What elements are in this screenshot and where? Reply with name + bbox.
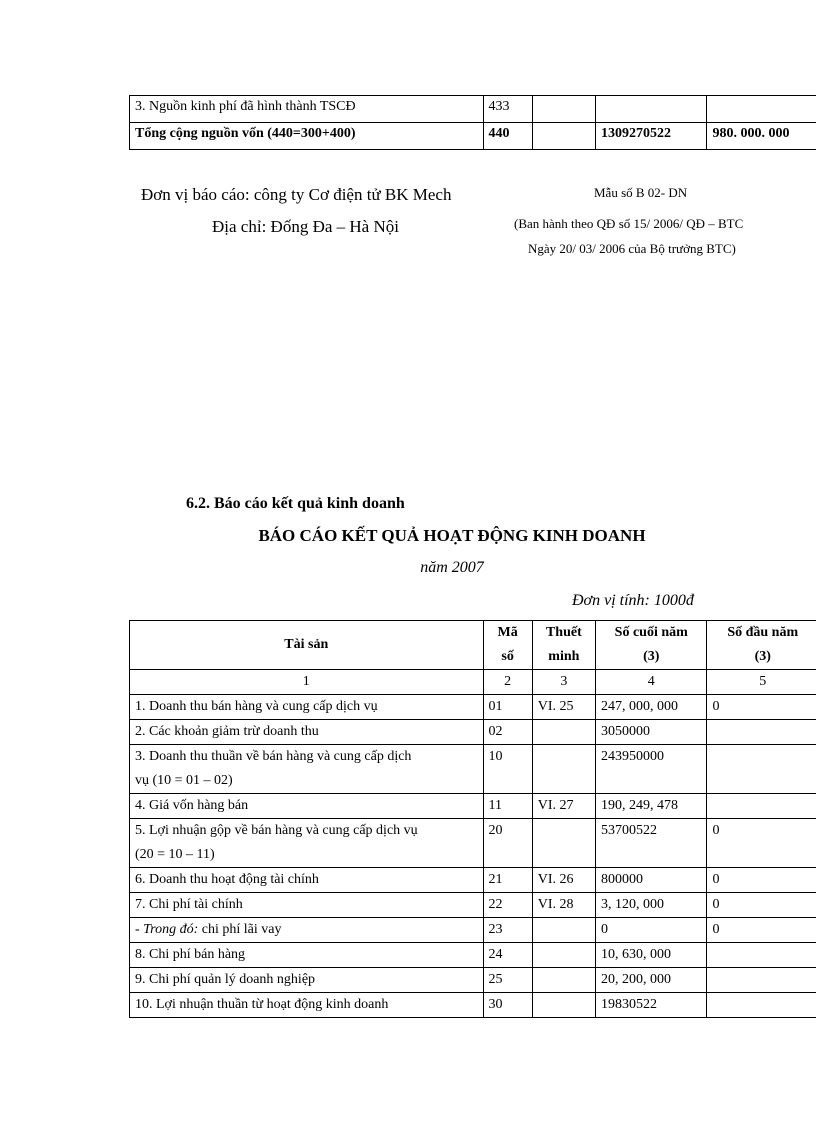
row-begin-value bbox=[707, 993, 816, 1018]
row-note bbox=[532, 993, 595, 1018]
row-code: 11 bbox=[483, 794, 532, 819]
row-begin-value bbox=[707, 943, 816, 968]
row-begin-value: 0 bbox=[707, 893, 816, 918]
row-begin-value: 0 bbox=[707, 695, 816, 720]
table-row bbox=[130, 96, 816, 123]
table-row bbox=[130, 993, 816, 1018]
column-number-row bbox=[130, 670, 816, 695]
table-row bbox=[130, 819, 816, 868]
row-code: 01 bbox=[483, 695, 532, 720]
row-code: 21 bbox=[483, 868, 532, 893]
row-label bbox=[130, 918, 484, 943]
row-label bbox=[130, 993, 484, 1018]
row-end-value: 0 bbox=[596, 918, 707, 943]
row-label-text: chi phí lãi vay bbox=[198, 922, 282, 937]
row-label-text: 5. Lợi nhuận gộp về bán hàng và cung cấp dịch vụ bbox=[135, 823, 418, 838]
column-number: 2 bbox=[483, 670, 532, 695]
row-label-text: 8. Chi phí bán hàng bbox=[135, 947, 246, 962]
row-label bbox=[130, 745, 484, 794]
row-label-emphasis: - Trong đó: bbox=[135, 922, 199, 937]
row-note bbox=[532, 943, 595, 968]
row-label bbox=[130, 794, 484, 819]
balance-sheet-continuation-table bbox=[129, 95, 816, 150]
row-label bbox=[130, 868, 484, 893]
row-note bbox=[532, 968, 595, 993]
row-begin-value bbox=[707, 968, 816, 993]
row-code: 23 bbox=[483, 918, 532, 943]
column-number: 3 bbox=[532, 670, 595, 695]
row-end-value: 1309270522 bbox=[596, 123, 707, 150]
report-year: năm 2007 bbox=[420, 559, 484, 576]
row-label-text: 9. Chi phí quản lý doanh nghiệp bbox=[135, 972, 316, 987]
row-note bbox=[532, 96, 595, 123]
row-label-text: 1. Doanh thu bán hàng và cung cấp dịch vụ bbox=[135, 699, 378, 714]
report-title: BÁO CÁO KẾT QUẢ HOẠT ĐỘNG KINH DOANH bbox=[258, 526, 646, 545]
row-end-value: 10, 630, 000 bbox=[596, 943, 707, 968]
row-end-value: 20, 200, 000 bbox=[596, 968, 707, 993]
section-title: 6.2. Báo cáo kết quả kinh doanh bbox=[186, 495, 405, 512]
row-label bbox=[130, 720, 484, 745]
row-end-value bbox=[596, 96, 707, 123]
row-begin-value bbox=[707, 96, 816, 123]
header-assets: Tài sản bbox=[130, 621, 484, 670]
row-code: 440 bbox=[483, 123, 532, 150]
table-row bbox=[130, 868, 816, 893]
issued-by: (Ban hành theo QĐ số 15/ 2006/ QĐ – BTC bbox=[514, 216, 744, 231]
row-begin-value: 0 bbox=[707, 819, 816, 868]
row-label-continuation: (20 = 10 – 11) bbox=[135, 847, 215, 862]
column-number: 4 bbox=[596, 670, 707, 695]
row-label bbox=[130, 695, 484, 720]
row-label bbox=[130, 893, 484, 918]
row-note: VI. 28 bbox=[532, 893, 595, 918]
header-code: Mã số bbox=[483, 621, 532, 670]
report-unit: Đơn vị tính: 1000đ bbox=[572, 592, 694, 609]
row-begin-value bbox=[707, 745, 816, 794]
row-label-text: 3. Doanh thu thuần về bán hàng và cung cấp dịch bbox=[135, 749, 412, 764]
row-label: 3. Nguồn kinh phí đã hình thành TSCĐ bbox=[130, 96, 484, 123]
row-note bbox=[532, 819, 595, 868]
row-code: 24 bbox=[483, 943, 532, 968]
row-note bbox=[532, 123, 595, 150]
table-row bbox=[130, 794, 816, 819]
row-code: 25 bbox=[483, 968, 532, 993]
table-row bbox=[130, 918, 816, 943]
row-label-text: 6. Doanh thu hoạt động tài chính bbox=[135, 872, 319, 887]
row-label-text: 2. Các khoản giảm trừ doanh thu bbox=[135, 724, 319, 739]
column-number: 5 bbox=[707, 670, 816, 695]
row-label bbox=[130, 819, 484, 868]
row-label-text: 7. Chi phí tài chính bbox=[135, 897, 243, 912]
row-code: 30 bbox=[483, 993, 532, 1018]
row-begin-value bbox=[707, 794, 816, 819]
table-row bbox=[130, 720, 816, 745]
column-number: 1 bbox=[130, 670, 484, 695]
row-label-text: 10. Lợi nhuận thuần từ hoạt động kinh doanh bbox=[135, 997, 389, 1012]
table-row bbox=[130, 123, 816, 150]
row-begin-value: 0 bbox=[707, 868, 816, 893]
row-begin-value bbox=[707, 720, 816, 745]
row-note bbox=[532, 745, 595, 794]
row-note: VI. 26 bbox=[532, 868, 595, 893]
row-code: 02 bbox=[483, 720, 532, 745]
row-end-value: 3050000 bbox=[596, 720, 707, 745]
row-begin-value: 0 bbox=[707, 918, 816, 943]
row-end-value: 243950000 bbox=[596, 745, 707, 794]
row-end-value: 800000 bbox=[596, 868, 707, 893]
row-code: 10 bbox=[483, 745, 532, 794]
row-end-value: 247, 000, 000 bbox=[596, 695, 707, 720]
row-begin-value: 980. 000. 000 bbox=[707, 123, 816, 150]
header-end-of-year: Số cuối năm (3) bbox=[596, 621, 707, 670]
table-row bbox=[130, 745, 816, 794]
table-header-row bbox=[130, 621, 816, 670]
row-label-continuation: vụ (10 = 01 – 02) bbox=[135, 773, 233, 788]
income-statement-table bbox=[129, 620, 816, 1018]
row-note bbox=[532, 918, 595, 943]
row-label: Tổng cộng nguồn vốn (440=300+400) bbox=[130, 123, 484, 150]
table-row bbox=[130, 695, 816, 720]
table-row bbox=[130, 893, 816, 918]
header-note: Thuết minh bbox=[532, 621, 595, 670]
row-note: VI. 27 bbox=[532, 794, 595, 819]
address: Địa chỉ: Đống Đa – Hà Nội bbox=[212, 217, 399, 236]
row-end-value: 190, 249, 478 bbox=[596, 794, 707, 819]
row-code: 433 bbox=[483, 96, 532, 123]
table-row bbox=[130, 968, 816, 993]
row-label bbox=[130, 943, 484, 968]
table-row bbox=[130, 943, 816, 968]
row-label bbox=[130, 968, 484, 993]
form-number: Mẫu số B 02- DN bbox=[594, 185, 688, 200]
row-label-text: 4. Giá vốn hàng bán bbox=[135, 798, 249, 813]
row-code: 22 bbox=[483, 893, 532, 918]
row-note bbox=[532, 720, 595, 745]
row-end-value: 3, 120, 000 bbox=[596, 893, 707, 918]
header-begin-of-year: Số đầu năm (3) bbox=[707, 621, 816, 670]
row-note: VI. 25 bbox=[532, 695, 595, 720]
row-end-value: 53700522 bbox=[596, 819, 707, 868]
row-code: 20 bbox=[483, 819, 532, 868]
row-end-value: 19830522 bbox=[596, 993, 707, 1018]
issued-date: Ngày 20/ 03/ 2006 của Bộ trưởng BTC) bbox=[528, 241, 736, 256]
reporting-unit: Đơn vị báo cáo: công ty Cơ điện tử BK Mech bbox=[141, 185, 452, 204]
